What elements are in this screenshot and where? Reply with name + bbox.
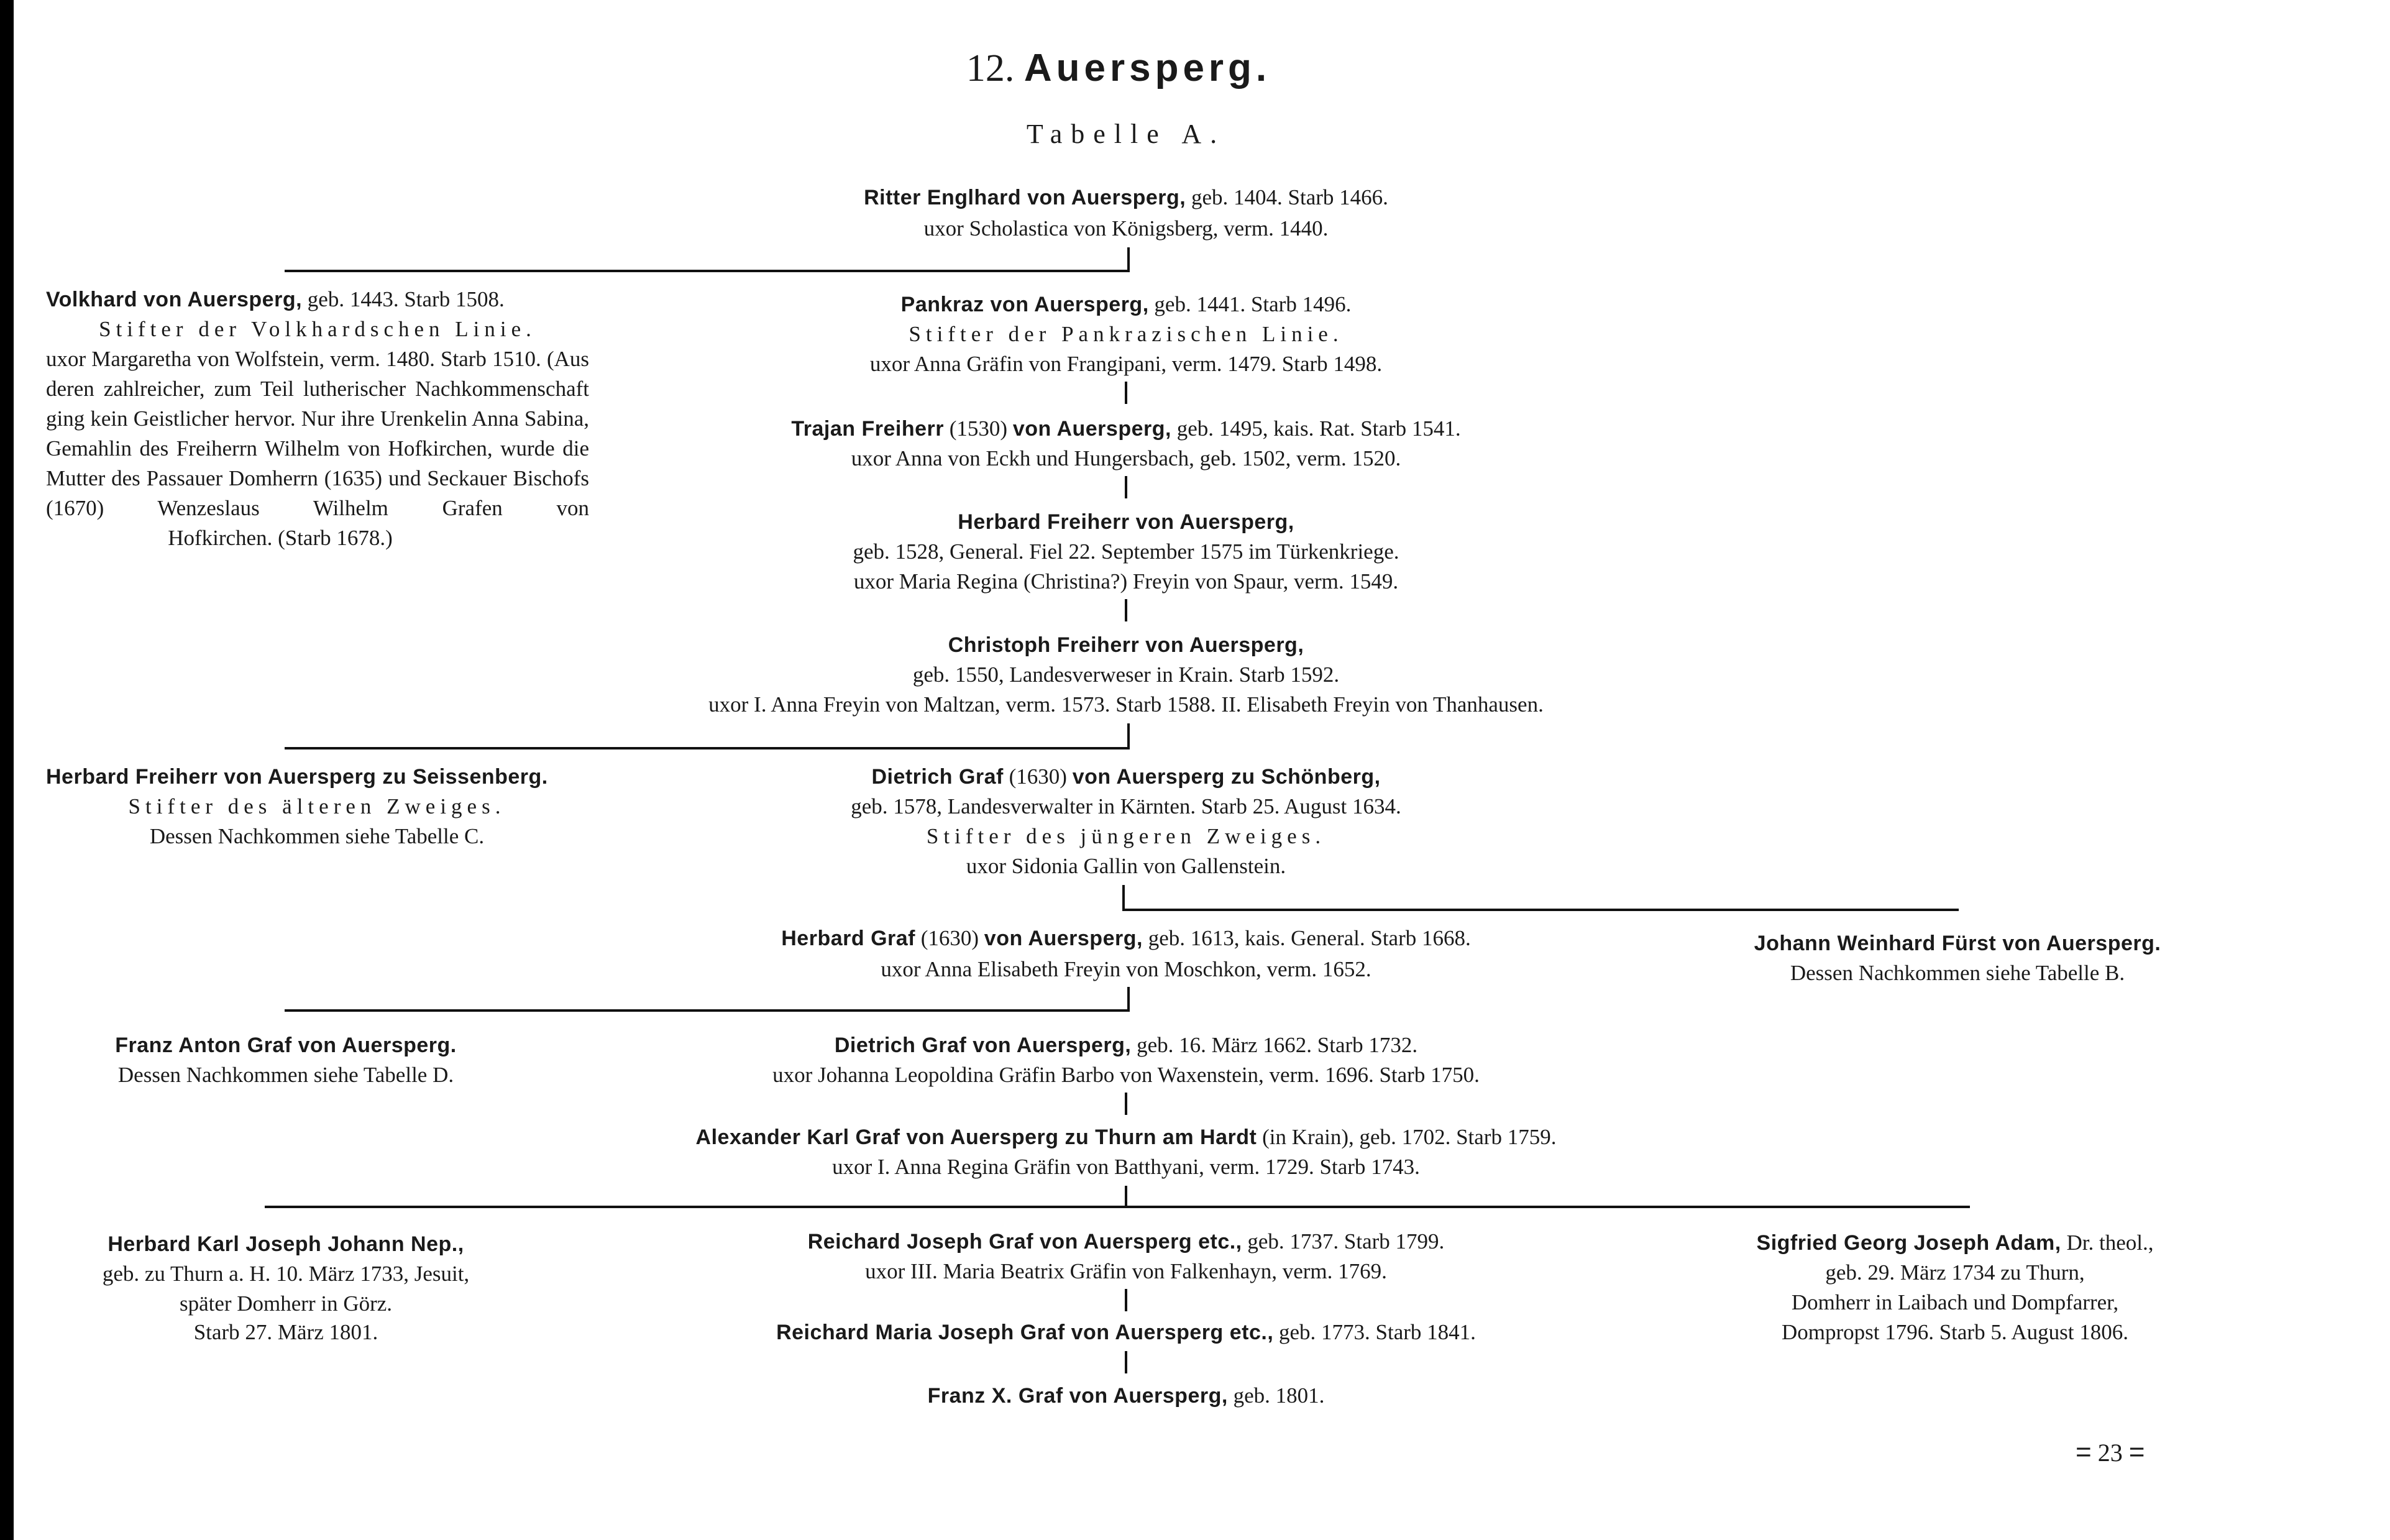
branch-rule-1 bbox=[285, 270, 1130, 272]
pankraz-stifter: Stifter der Pankrazischen Linie. bbox=[909, 322, 1344, 346]
connector-7 bbox=[1127, 987, 1130, 1012]
page-number-mark-right: = bbox=[2128, 1437, 2145, 1467]
herbard1-line2: geb. 1528, General. Fiel 22. September 1575 im Türkenkriege. bbox=[853, 539, 1399, 564]
alexander-dates: (in Krain), geb. 1702. Starb 1759. bbox=[1257, 1125, 1557, 1149]
herbard-seiss-line1 bbox=[46, 762, 548, 792]
connector-6 bbox=[1122, 885, 1125, 910]
johann-line2: Dessen Nachkommen siehe Tabelle B. bbox=[1790, 961, 2125, 985]
pankraz-dates: geb. 1441. Starb 1496. bbox=[1148, 292, 1352, 316]
reichard1-dates: geb. 1737. Starb 1799. bbox=[1242, 1229, 1445, 1254]
connector-2 bbox=[1125, 382, 1127, 404]
branch-rule-4 bbox=[285, 1009, 1130, 1012]
dietrich1-name2: von Auersperg zu Schönberg, bbox=[1072, 765, 1381, 789]
scan-edge bbox=[0, 0, 14, 1540]
sigfried-line3: Domherr in Laibach und Dompfarrer, bbox=[1791, 1290, 2119, 1314]
branch-rule-2 bbox=[285, 747, 1130, 749]
sigfried-title: Dr. theol., bbox=[2061, 1231, 2154, 1255]
franz-x-line1 bbox=[928, 1381, 1325, 1411]
dietrich1-stifter: Stifter des jüngeren Zweiges. bbox=[926, 824, 1326, 848]
trajan-line2: uxor Anna von Eckh und Hungersbach, geb. 1502, verm. 1520. bbox=[851, 446, 1401, 470]
volkhard-dates: geb. 1443. Starb 1508. bbox=[302, 287, 505, 311]
christoph-name: Christoph Freiherr von Auersperg, bbox=[948, 633, 1304, 657]
connector-4 bbox=[1125, 599, 1127, 621]
trajan-name2: von Auersperg, bbox=[1012, 417, 1171, 441]
franz-x-dates: geb. 1801. bbox=[1227, 1383, 1325, 1408]
volkhard-stifter: Stifter der Volkhardschen Linie. bbox=[99, 317, 536, 341]
herbard1-line3: uxor Maria Regina (Christina?) Freyin von Spaur, verm. 1549. bbox=[853, 569, 1399, 594]
reichard1-line1 bbox=[808, 1227, 1445, 1257]
johann-name: Johann Weinhard Fürst von Auersperg. bbox=[1754, 932, 2161, 955]
branch-rule-3 bbox=[1122, 909, 1959, 911]
alexander-line1 bbox=[696, 1122, 1557, 1152]
herbard-graf-name2: von Auersperg, bbox=[984, 927, 1143, 950]
connector-1 bbox=[1127, 247, 1130, 272]
sigfried-line1 bbox=[1757, 1228, 2154, 1258]
alexander-name: Alexander Karl Graf von Auersperg zu Thurn am Hardt bbox=[695, 1125, 1257, 1149]
dietrich1-line4: uxor Sidonia Gallin von Gallenstein. bbox=[966, 854, 1286, 878]
title-name: Auersperg. bbox=[1023, 47, 1271, 89]
alexander-line2: uxor I. Anna Regina Gräfin von Batthyani, verm. 1729. Starb 1743. bbox=[832, 1155, 1420, 1179]
connector-3 bbox=[1125, 476, 1127, 498]
reichard1-name: Reichard Joseph Graf von Auersperg etc., bbox=[807, 1230, 1242, 1254]
dietrich1-year: (1630) bbox=[1003, 764, 1073, 789]
volkhard-name: Volkhard von Auersperg, bbox=[46, 288, 303, 311]
engelhard-name: Ritter Englhard von Auersperg, bbox=[864, 186, 1186, 209]
engelhard-dates: geb. 1404. Starb 1466. bbox=[1186, 185, 1388, 209]
christoph-line1 bbox=[948, 630, 1304, 660]
connector-11 bbox=[1125, 1351, 1127, 1373]
herbard-karl-line2: geb. zu Thurn a. H. 10. März 1733, Jesuit, bbox=[102, 1262, 470, 1286]
christoph-line3: uxor I. Anna Freyin von Maltzan, verm. 1573. Starb 1588. II. Elisabeth Freyin von Thanhausen. bbox=[708, 692, 1544, 717]
herbard-graf-year: (1630) bbox=[915, 926, 984, 950]
herbard-graf-line1 bbox=[781, 924, 1471, 953]
herbard1-line1 bbox=[958, 507, 1294, 537]
reichard2-line1 bbox=[776, 1318, 1476, 1347]
dietrich2-dates: geb. 16. März 1662. Starb 1732. bbox=[1131, 1033, 1418, 1057]
franz-anton-line1 bbox=[115, 1030, 456, 1060]
title-number: 12. bbox=[966, 47, 1015, 89]
johann-line1 bbox=[1754, 928, 2161, 958]
page-number-value: 23 bbox=[2097, 1439, 2123, 1467]
herbard-seiss-stifter: Stifter des älteren Zweiges. bbox=[128, 794, 506, 818]
herbard-seiss-line3: Dessen Nachkommen siehe Tabelle C. bbox=[149, 824, 485, 848]
dietrich2-line1 bbox=[835, 1030, 1417, 1060]
connector-5 bbox=[1127, 723, 1130, 748]
table-subtitle: Tabelle A. bbox=[1026, 119, 1226, 149]
herbard-graf-line2: uxor Anna Elisabeth Freyin von Moschkon, verm. 1652. bbox=[881, 957, 1371, 981]
dietrich2-line2: uxor Johanna Leopoldina Gräfin Barbo von Waxenstein, verm. 1696. Starb 1750. bbox=[772, 1063, 1480, 1087]
connector-8 bbox=[1125, 1093, 1127, 1115]
reichard1-line2: uxor III. Maria Beatrix Gräfin von Falkenhayn, verm. 1769. bbox=[865, 1259, 1387, 1283]
sigfried-line2: geb. 29. März 1734 zu Thurn, bbox=[1825, 1260, 2085, 1285]
herbard-karl-name: Herbard Karl Joseph Johann Nep., bbox=[108, 1232, 464, 1256]
dietrich1-line1 bbox=[871, 762, 1380, 792]
herbard-karl-line1 bbox=[108, 1229, 464, 1259]
herbard1-name: Herbard Freiherr von Auersperg, bbox=[958, 510, 1294, 534]
pankraz-line3: uxor Anna Gräfin von Frangipani, verm. 1479. Starb 1498. bbox=[869, 352, 1383, 376]
reichard2-dates: geb. 1773. Starb 1841. bbox=[1273, 1320, 1476, 1344]
reichard2-name: Reichard Maria Joseph Graf von Auersperg etc., bbox=[776, 1321, 1274, 1344]
engelhard-line2: uxor Scholastica von Königsberg, verm. 1440. bbox=[923, 216, 1329, 241]
trajan-year: (1530) bbox=[944, 416, 1013, 441]
pankraz-line1 bbox=[901, 290, 1352, 319]
franz-anton-line2: Dessen Nachkommen siehe Tabelle D. bbox=[117, 1063, 454, 1087]
dietrich1-line2: geb. 1578, Landesverwalter in Kärnten. Starb 25. August 1634. bbox=[851, 794, 1401, 818]
christoph-line2: geb. 1550, Landesverweser in Krain. Starb 1592. bbox=[912, 662, 1340, 687]
herbard-karl-line4: Starb 27. März 1801. bbox=[193, 1320, 378, 1344]
trajan-line1 bbox=[791, 414, 1460, 444]
franz-anton-name: Franz Anton Graf von Auersperg. bbox=[115, 1034, 457, 1057]
volkhard-block bbox=[46, 285, 589, 553]
sigfried-name: Sigfried Georg Joseph Adam, bbox=[1756, 1231, 2061, 1255]
herbard-karl-line3: später Domherr in Görz. bbox=[179, 1291, 393, 1316]
pankraz-name: Pankraz von Auersperg, bbox=[900, 293, 1149, 316]
trajan-name: Trajan Freiherr bbox=[791, 417, 944, 441]
connector-10 bbox=[1125, 1289, 1127, 1311]
volkhard-paragraph: uxor Margaretha von Wolfstein, verm. 1480. Starb 1510. (Aus deren zahlreicher, zum Teil lutherischer Nachkommenschaft ging kein Geistlicher hervor. Nur ihre Urenkelin Anna Sabina, Gemahlin des Freiherrn Wilhelm von Hofkirchen, wurde die Mutter des Passauer Domherrn (1635) und Seckauer Bischofs (1670) Wenzeslaus Wilhelm Grafen von bbox=[46, 347, 589, 520]
herbard-graf-dates: geb. 1613, kais. General. Starb 1668. bbox=[1142, 926, 1471, 950]
sigfried-line4: Dompropst 1796. Starb 5. August 1806. bbox=[1781, 1320, 2129, 1344]
engelhard-line1 bbox=[864, 183, 1388, 213]
dietrich2-name: Dietrich Graf von Auersperg, bbox=[834, 1034, 1132, 1057]
connector-9 bbox=[1125, 1186, 1127, 1207]
volkhard-paragraph-end: Hofkirchen. (Starb 1678.) bbox=[168, 526, 393, 550]
page-title bbox=[966, 44, 1271, 93]
trajan-dates: geb. 1495, kais. Rat. Starb 1541. bbox=[1171, 416, 1461, 441]
franz-x-name: Franz X. Graf von Auersperg, bbox=[927, 1384, 1228, 1408]
dietrich1-name: Dietrich Graf bbox=[871, 765, 1004, 789]
volkhard-line1 bbox=[46, 285, 589, 314]
branch-rule-5 bbox=[265, 1206, 1970, 1208]
herbard-seiss-name: Herbard Freiherr von Auersperg zu Seissenberg. bbox=[46, 765, 548, 789]
page-number bbox=[2076, 1437, 2145, 1468]
herbard-graf-name: Herbard Graf bbox=[781, 927, 915, 950]
page-number-mark-left: = bbox=[2076, 1437, 2092, 1467]
